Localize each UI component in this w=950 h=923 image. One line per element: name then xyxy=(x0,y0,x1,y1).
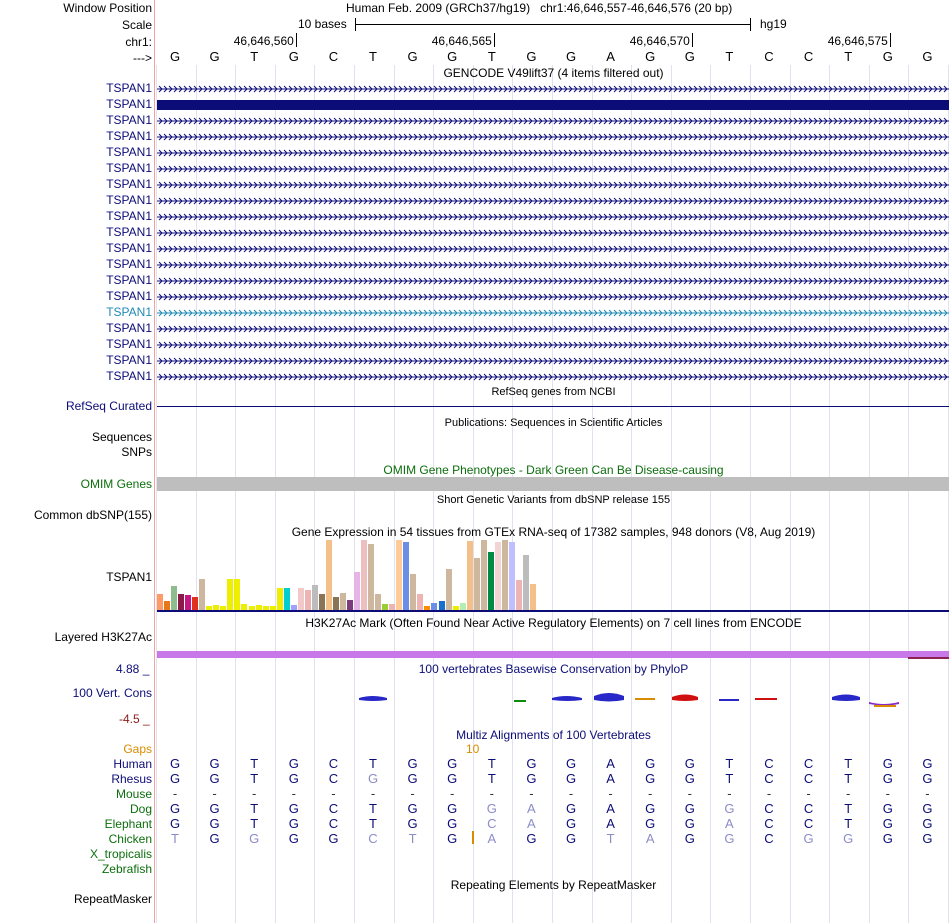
base-letter[interactable]: G xyxy=(169,49,181,64)
alignment-base: T xyxy=(725,771,734,786)
alignment-base: C xyxy=(764,816,774,831)
gene-intron-line[interactable] xyxy=(157,132,949,142)
alignment-base: G xyxy=(922,816,933,831)
publications-track-title[interactable]: Publications: Sequences in Scientific Articles xyxy=(444,417,663,429)
gene-intron-line[interactable] xyxy=(157,276,949,286)
alignment-base: G xyxy=(169,816,181,831)
gtex-tissue-bar[interactable] xyxy=(431,603,437,610)
alignment-base: C xyxy=(328,771,339,786)
alignment-base: - xyxy=(370,786,376,801)
gtex-tissue-bar[interactable] xyxy=(396,540,402,610)
alignment-base: G xyxy=(447,771,458,786)
gtex-tissue-bar[interactable] xyxy=(312,585,318,610)
alignment-base: T xyxy=(487,771,496,786)
position-range: chr1:46,646,557-46,646,576 (20 bp) xyxy=(540,1,733,15)
alignment-base: C xyxy=(328,801,339,816)
omim-feature-bar[interactable] xyxy=(157,477,949,491)
dbsnp-label[interactable]: Common dbSNP(155) xyxy=(33,508,152,522)
gencode-gene-label[interactable]: TSPAN1 xyxy=(106,321,152,335)
alignment-base: G xyxy=(288,756,299,771)
gencode-gene-label[interactable]: TSPAN1 xyxy=(106,113,152,127)
gencode-gene-label[interactable]: TSPAN1 xyxy=(106,177,152,191)
gene-intron-line[interactable] xyxy=(157,260,949,270)
alignment-base: G xyxy=(288,801,299,816)
alignment-base: T xyxy=(250,816,259,831)
scale-bar-start xyxy=(355,18,356,31)
gtex-tissue-bar[interactable] xyxy=(460,603,466,610)
h3k27ac-signal-bar[interactable] xyxy=(157,651,949,658)
alignment-base: T xyxy=(606,831,615,846)
alignment-base: G xyxy=(645,756,656,771)
alignment-base: G xyxy=(526,771,537,786)
alignment-base: G xyxy=(209,756,220,771)
alignment-base: T xyxy=(369,801,377,816)
gene-intron-line[interactable] xyxy=(157,228,949,238)
base-letter[interactable]: T xyxy=(725,49,734,64)
gene-intron-line[interactable] xyxy=(157,324,949,334)
refseq-gene-line[interactable] xyxy=(157,406,949,407)
alignment-base: - xyxy=(212,786,217,801)
alignment-base: - xyxy=(846,786,851,801)
gencode-gene-label[interactable]: TSPAN1 xyxy=(106,273,152,287)
label-separator xyxy=(154,0,155,923)
alignment-base: T xyxy=(725,756,734,771)
alignment-base: - xyxy=(410,786,415,801)
alignment-base: G xyxy=(407,756,418,771)
alignment-base: G xyxy=(209,831,220,846)
alignment-base: G xyxy=(724,831,735,846)
alignment-base: T xyxy=(171,831,179,846)
alignment-base: - xyxy=(529,786,534,801)
gtex-tissue-bar[interactable] xyxy=(516,580,522,610)
species-label[interactable]: Mouse xyxy=(115,787,152,801)
gene-intron-line[interactable] xyxy=(157,340,949,350)
alignment-base: - xyxy=(252,786,257,801)
gencode-gene-label[interactable]: TSPAN1 xyxy=(106,289,152,303)
ruler-tick xyxy=(692,33,693,47)
alignment-base: G xyxy=(684,756,695,771)
gencode-gene-label[interactable]: TSPAN1 xyxy=(106,193,152,207)
insertion-marker[interactable] xyxy=(472,831,474,844)
gtex-tissue-bar[interactable] xyxy=(375,594,381,610)
h3k27ac-signal-peak xyxy=(908,657,949,659)
gtex-tissue-bar[interactable] xyxy=(164,601,170,610)
base-letter[interactable]: G xyxy=(407,49,418,64)
alignment-base: G xyxy=(882,801,893,816)
gtex-tissue-bar[interactable] xyxy=(277,588,283,610)
alignment-base: G xyxy=(209,801,220,816)
alignment-base: G xyxy=(169,771,181,786)
gtex-tissue-bar[interactable] xyxy=(171,586,177,610)
gtex-tissue-bar[interactable] xyxy=(439,601,445,610)
alignment-base: G xyxy=(565,816,577,831)
alignment-base: - xyxy=(885,786,890,801)
alignment-base: A xyxy=(487,831,497,846)
gtex-tissue-bar[interactable] xyxy=(319,594,325,610)
gencode-gene-label[interactable]: TSPAN1 xyxy=(106,81,152,95)
gtex-tissue-bar[interactable] xyxy=(509,542,515,610)
scale-bar-end xyxy=(750,18,751,31)
gap-count: 10 xyxy=(466,742,480,756)
publications-label-snps[interactable]: SNPs xyxy=(121,445,152,459)
phylop-glyph-positive xyxy=(359,693,950,702)
repeatmasker-label[interactable]: RepeatMasker xyxy=(73,892,152,906)
base-letter[interactable]: T xyxy=(487,49,496,64)
alignment-base: T xyxy=(250,771,259,786)
alignment-base: - xyxy=(925,786,930,801)
alignment-base: G xyxy=(367,771,379,786)
ruler-tick xyxy=(494,33,495,47)
gtex-tissue-bar[interactable] xyxy=(347,600,353,610)
alignment-base: G xyxy=(447,831,458,846)
gencode-gene-label[interactable]: TSPAN1 xyxy=(106,369,152,383)
gtex-tissue-bar[interactable] xyxy=(326,540,332,610)
alignment-base: G xyxy=(526,831,537,846)
assembly-name: Human Feb. 2009 (GRCh37/hg19) xyxy=(346,1,531,15)
dbsnp-track-title[interactable]: Short Genetic Variants from dbSNP release 155 xyxy=(436,494,671,506)
alignment-base: - xyxy=(608,786,613,801)
alignment-base: G xyxy=(803,831,814,846)
gtex-tissue-bar[interactable] xyxy=(495,542,501,610)
gtex-tissue-bar[interactable] xyxy=(354,572,360,610)
gene-intron-line[interactable] xyxy=(157,84,949,94)
alignment-base: G xyxy=(882,756,893,771)
ruler-tick-label: 46,646,570 xyxy=(629,34,690,48)
alignment-base: G xyxy=(645,801,656,816)
alignment-base: C xyxy=(764,831,774,846)
species-label[interactable]: Elephant xyxy=(104,817,152,831)
gtex-tissue-bar[interactable] xyxy=(298,588,304,610)
gencode-gene-label[interactable]: TSPAN1 xyxy=(106,129,152,143)
alignment-base: C xyxy=(803,801,814,816)
gtex-tissue-bar[interactable] xyxy=(530,584,536,610)
alignment-base: G xyxy=(169,801,181,816)
gencode-gene-label[interactable]: TSPAN1 xyxy=(106,225,152,239)
scale-label: Scale xyxy=(121,18,152,32)
gencode-gene-label[interactable]: TSPAN1 xyxy=(106,97,152,111)
alignment-base: G xyxy=(447,756,458,771)
alignment-base: - xyxy=(766,786,772,801)
alignment-base: - xyxy=(450,786,455,801)
alignment-base: T xyxy=(250,801,259,816)
gtex-tissue-bar[interactable] xyxy=(178,594,184,610)
alignment-base: A xyxy=(527,816,536,831)
gtex-tissue-bar[interactable] xyxy=(185,595,191,610)
alignment-base: T xyxy=(369,756,377,771)
species-label[interactable]: Rhesus xyxy=(111,772,152,786)
gtex-barchart[interactable] xyxy=(157,539,537,610)
alignment-base: G xyxy=(209,816,220,831)
base-letter[interactable]: G xyxy=(209,49,220,64)
ruler-tick-label: 46,646,560 xyxy=(233,34,294,48)
alignment-base: G xyxy=(645,816,656,831)
alignment-base: T xyxy=(844,816,853,831)
gene-intron-line[interactable] xyxy=(157,308,949,318)
gaps-label[interactable]: Gaps xyxy=(123,742,152,756)
gtex-tissue-bar[interactable] xyxy=(333,597,339,610)
alignment-base: G xyxy=(328,831,339,846)
alignment-base: - xyxy=(568,786,574,801)
h3k27ac-track-title[interactable]: H3K27Ac Mark (Often Found Near Active Regulatory Elements) on 7 cell lines from ENCODE xyxy=(305,616,802,630)
gencode-gene-label[interactable]: TSPAN1 xyxy=(106,161,152,175)
alignment-base: G xyxy=(565,831,577,846)
gtex-tissue-bar[interactable] xyxy=(523,555,529,610)
base-letter[interactable]: A xyxy=(606,49,615,64)
alignment-base: C xyxy=(803,816,814,831)
ruler-tick-label: 46,646,575 xyxy=(827,34,888,48)
assembly-position-text xyxy=(346,1,732,15)
base-letter[interactable]: G xyxy=(882,49,893,64)
alignment-base: G xyxy=(724,801,735,816)
gtex-tissue-bar[interactable] xyxy=(410,574,416,610)
multiz-track-title[interactable]: Multiz Alignments of 100 Vertebrates xyxy=(456,728,651,742)
gtex-tissue-bar[interactable] xyxy=(199,579,205,610)
alignment-base: G xyxy=(882,816,893,831)
gtex-tissue-bar[interactable] xyxy=(368,544,374,610)
gtex-tissue-bar[interactable] xyxy=(474,558,480,610)
scale-db: hg19 xyxy=(760,17,787,31)
alignment-base: - xyxy=(291,786,296,801)
alignment-base: A xyxy=(645,831,655,846)
omim-label[interactable]: OMIM Genes xyxy=(80,477,152,491)
refseq-label[interactable]: RefSeq Curated xyxy=(65,399,152,413)
base-letter[interactable]: G xyxy=(645,49,656,64)
window-position-label: Window Position xyxy=(63,1,152,15)
alignment-base: A xyxy=(606,816,615,831)
refseq-track-title[interactable]: RefSeq genes from NCBI xyxy=(491,386,616,398)
alignment-base: G xyxy=(922,756,933,771)
alignment-base: G xyxy=(486,801,497,816)
alignment-base: - xyxy=(331,786,336,801)
alignment-base: G xyxy=(565,756,577,771)
alignment-base: G xyxy=(447,816,458,831)
alignment-base: G xyxy=(288,816,299,831)
species-label[interactable]: Human xyxy=(113,757,152,771)
base-letter[interactable]: G xyxy=(565,49,577,64)
alignment-base: G xyxy=(407,771,418,786)
gencode-gene-label[interactable]: TSPAN1 xyxy=(106,145,152,159)
alignment-base: G xyxy=(684,831,695,846)
alignment-base: - xyxy=(489,786,494,801)
alignment-base: - xyxy=(727,786,732,801)
species-label[interactable]: Dog xyxy=(129,802,152,816)
alignment-base: G xyxy=(684,816,695,831)
gene-intron-line[interactable] xyxy=(157,148,949,158)
alignment-base: - xyxy=(172,786,178,801)
gtex-tissue-bar[interactable] xyxy=(361,540,367,610)
gtex-baseline xyxy=(157,610,949,612)
gtex-tissue-bar[interactable] xyxy=(446,569,452,610)
alignment-base: A xyxy=(606,756,615,771)
base-letter[interactable]: G xyxy=(526,49,537,64)
base-letter[interactable]: G xyxy=(447,49,458,64)
gtex-tissue-bar[interactable] xyxy=(417,594,423,610)
phylop-logo[interactable] xyxy=(157,690,949,710)
gtex-track-title[interactable]: Gene Expression in 54 tissues from GTEx RNA-seq of 17382 samples, 948 donors (V8, Aug 2019) xyxy=(291,525,816,539)
alignment-base: G xyxy=(882,831,893,846)
alignment-base: C xyxy=(328,756,339,771)
alignment-base: G xyxy=(882,771,893,786)
publications-label-sequences[interactable]: Sequences xyxy=(91,430,152,444)
gene-intron-line[interactable] xyxy=(157,372,949,382)
alignment-base: - xyxy=(806,786,811,801)
alignment-base: - xyxy=(648,786,653,801)
gencode-gene-label[interactable]: TSPAN1 xyxy=(106,337,152,351)
repeatmasker-track-title[interactable]: Repeating Elements by RepeatMasker xyxy=(450,878,657,892)
gtex-tissue-bar[interactable] xyxy=(234,579,240,610)
alignment-base: T xyxy=(250,756,259,771)
phylop-label[interactable]: 100 Vert. Cons xyxy=(72,686,152,700)
alignment-base: G xyxy=(209,771,220,786)
alignment-base: G xyxy=(565,771,577,786)
gene-intron-line[interactable] xyxy=(157,292,949,302)
scale-bar xyxy=(355,24,750,25)
alignment-base: G xyxy=(684,801,695,816)
alignment-base: T xyxy=(487,756,496,771)
alignment-base: C xyxy=(764,756,774,771)
gtex-tissue-bar[interactable] xyxy=(467,541,473,610)
ruler-tick xyxy=(890,33,891,47)
strand-label: ---> xyxy=(133,51,152,65)
scale-text: 10 bases xyxy=(298,17,347,31)
gtex-tissue-bar[interactable] xyxy=(403,542,409,610)
ruler-tick xyxy=(296,33,297,47)
alignment-base: T xyxy=(844,771,853,786)
gene-intron-line[interactable] xyxy=(157,180,949,190)
alignment-base: A xyxy=(725,816,734,831)
alignment-base: G xyxy=(645,771,656,786)
gtex-tissue-bar[interactable] xyxy=(488,552,494,610)
gene-exon-block[interactable] xyxy=(157,100,949,110)
gtex-tissue-bar[interactable] xyxy=(305,590,311,610)
alignment-base: C xyxy=(368,831,378,846)
alignment-base: G xyxy=(922,771,933,786)
alignment-base: T xyxy=(844,801,853,816)
gene-intron-line[interactable] xyxy=(157,356,949,366)
omim-track-title[interactable]: OMIM Gene Phenotypes - Dark Green Can Be Disease-causing xyxy=(383,463,724,477)
gene-intron-line[interactable] xyxy=(157,212,949,222)
alignment-base: C xyxy=(487,816,497,831)
alignment-base: G xyxy=(447,801,458,816)
base-letter[interactable]: C xyxy=(764,49,774,64)
base-letter[interactable]: C xyxy=(328,49,339,64)
phylop-glyph-negative xyxy=(514,700,950,707)
alignment-base: G xyxy=(843,831,854,846)
alignment-base: G xyxy=(288,831,299,846)
alignment-base: G xyxy=(288,771,299,786)
alignment-base: G xyxy=(407,816,418,831)
gencode-gene-label[interactable]: TSPAN1 xyxy=(106,305,152,319)
alignment-base: G xyxy=(407,801,418,816)
gene-intron-line[interactable] xyxy=(157,116,949,126)
gencode-gene-label[interactable]: TSPAN1 xyxy=(106,353,152,367)
phylop-min: -4.5 _ xyxy=(119,712,150,726)
alignment-base: T xyxy=(369,816,377,831)
gtex-tissue-bar[interactable] xyxy=(502,540,508,610)
alignment-base: G xyxy=(922,831,933,846)
alignment-base: A xyxy=(527,801,536,816)
alignment-base: T xyxy=(844,756,853,771)
base-letter[interactable]: G xyxy=(922,49,933,64)
gencode-gene-label[interactable]: TSPAN1 xyxy=(106,257,152,271)
alignment-base: C xyxy=(803,756,814,771)
base-letter[interactable]: T xyxy=(844,49,853,64)
alignment-base: C xyxy=(764,801,774,816)
base-letter[interactable]: C xyxy=(803,49,814,64)
gtex-tissue-bar[interactable] xyxy=(227,579,233,610)
alignment-base: G xyxy=(249,831,260,846)
h3k27ac-label[interactable]: Layered H3K27Ac xyxy=(54,630,152,644)
phylop-track-title[interactable]: 100 vertebrates Basewise Conservation by PhyloP xyxy=(418,662,689,676)
alignment-base: A xyxy=(606,801,615,816)
alignment-base: - xyxy=(687,786,692,801)
alignment-base: T xyxy=(408,831,417,846)
chrom-label: chr1: xyxy=(125,35,152,49)
base-letter[interactable]: G xyxy=(288,49,299,64)
gencode-gene-label[interactable]: TSPAN1 xyxy=(106,241,152,255)
base-letter[interactable]: G xyxy=(684,49,695,64)
gencode-gene-label[interactable]: TSPAN1 xyxy=(106,209,152,223)
species-label[interactable]: Chicken xyxy=(108,832,152,846)
base-letter[interactable]: T xyxy=(369,49,377,64)
alignment-base: A xyxy=(606,771,615,786)
alignment-base: G xyxy=(684,771,695,786)
gene-intron-line[interactable] xyxy=(157,164,949,174)
gene-intron-line[interactable] xyxy=(157,244,949,254)
base-letter[interactable]: T xyxy=(250,49,259,64)
alignment-base: C xyxy=(803,771,814,786)
alignment-base: G xyxy=(565,801,577,816)
gtex-tissue-bar[interactable] xyxy=(481,540,487,610)
phylop-max: 4.88 _ xyxy=(116,662,150,676)
gtex-tissue-bar[interactable] xyxy=(340,593,346,610)
alignment-base: C xyxy=(764,771,774,786)
gtex-tissue-bar[interactable] xyxy=(157,594,163,610)
gtex-gene-label[interactable]: TSPAN1 xyxy=(106,570,152,584)
gencode-track-title[interactable]: GENCODE V49lift37 (4 items filtered out) xyxy=(443,66,664,80)
gtex-tissue-bar[interactable] xyxy=(192,597,198,610)
gtex-tissue-bar[interactable] xyxy=(284,588,290,610)
alignment-base: G xyxy=(922,801,933,816)
species-label[interactable]: X_tropicalis xyxy=(89,847,152,861)
species-label[interactable]: Zebrafish xyxy=(101,862,152,876)
alignment-base: G xyxy=(169,756,181,771)
alignment-base: G xyxy=(526,756,537,771)
ruler-tick-label: 46,646,565 xyxy=(431,34,492,48)
alignment-base: C xyxy=(328,816,339,831)
gene-intron-line[interactable] xyxy=(157,196,949,206)
